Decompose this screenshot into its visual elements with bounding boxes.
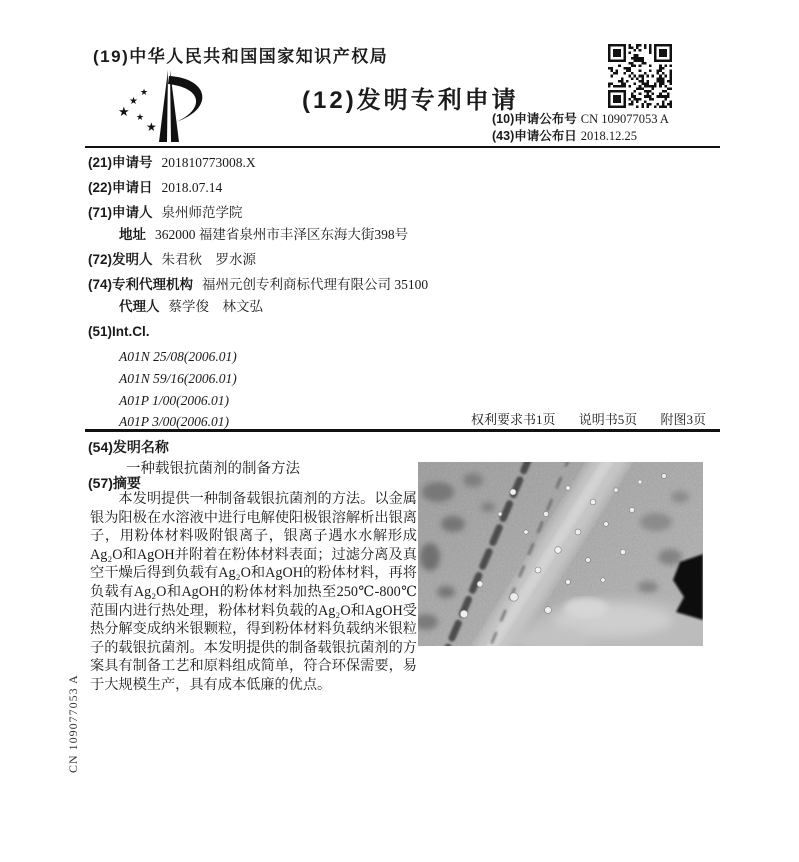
sem-micrograph-graphic — [418, 462, 703, 646]
cnipa-logo — [112, 68, 230, 146]
header-divider — [85, 146, 720, 148]
abstract-text: 本发明提供一种制备载银抗菌剂的方法。以金属银为阳极在水溶液中进行电解使阳极银溶解析出银离子，用粉体材料吸附银离子，银离子遇水水解形成Ag₂O和AgOH并附着在粉体材料表面；过滤分离及真空干燥后得到负载有Ag₂O和AgOH的粉体材料，再将负载有Ag₂O和AgOH的粉体材料加热至250℃-800℃范围内进行热处理，粉体材料负载的Ag₂O和AgOH受热分解变成纳米银颗粒，得到粉体材料负载纳米银粒子的载银抗菌剂。本发明提供的制备载银抗菌剂的方案具有制备工艺和原料组成简单，符合环保需要，易于大规模生产，具有成本低廉的优点。 — [90, 491, 417, 693]
star-icon: ★ — [140, 87, 149, 97]
intcl-row — [88, 323, 438, 341]
publication-info — [492, 111, 718, 145]
address-value: 362000 福建省泉州市丰泽区东海大街398号 — [155, 226, 409, 242]
agency-row — [88, 276, 438, 294]
issuing-office: (19)中华人民共和国国家知识产权局 — [93, 47, 389, 66]
star-icon: ★ — [136, 112, 145, 122]
intcl-label: (51)Int.Cl. — [88, 323, 150, 339]
publication-number-value: CN 109077053 A — [580, 112, 669, 126]
figures-pages: 附图3页 — [660, 412, 706, 427]
publication-date-value: 2018.12.25 — [580, 129, 637, 143]
inventors-label: (72)发明人 — [88, 251, 153, 267]
star-icon: ★ — [118, 104, 130, 119]
intcl-entry: A01P 3/00(2006.01) — [119, 414, 229, 430]
applicant-value: 泉州师范学院 — [161, 204, 243, 220]
qr-code-graphic — [608, 44, 672, 108]
applicant-label: (71)申请人 — [88, 204, 153, 220]
applicant-row — [88, 204, 438, 222]
publication-number-line — [492, 111, 718, 128]
publication-date-line — [492, 128, 718, 145]
agent-row — [119, 298, 438, 316]
star-icon: ★ — [129, 96, 138, 107]
intcl-entry: A01N 59/16(2006.01) — [119, 370, 237, 386]
sem-micrograph-figure — [418, 462, 703, 646]
agency-label: (74)专利代理机构 — [88, 276, 194, 292]
inventors-value: 朱君秋 罗水源 — [161, 251, 257, 267]
agent-label: 代理人 — [119, 298, 160, 314]
invention-title: 一种载银抗菌剂的制备方法 — [126, 461, 300, 477]
description-pages: 说明书5页 — [578, 412, 638, 427]
application-date-row — [88, 179, 438, 197]
body-divider — [85, 429, 720, 432]
invention-title-label: (54)发明名称 — [88, 439, 169, 455]
agent-value: 蔡学俊 林文弘 — [168, 298, 263, 314]
application-number-row — [88, 154, 438, 172]
application-number-value: 201810773008.X — [161, 155, 256, 170]
agency-value: 福州元创专利商标代理有限公司 35100 — [202, 276, 429, 292]
publication-number-label: (10)申请公布号 — [492, 112, 577, 126]
qr-code — [608, 44, 672, 108]
application-date-label: (22)申请日 — [88, 179, 153, 195]
bibliographic-data — [88, 154, 438, 435]
page-counts — [451, 409, 706, 428]
publication-date-label: (43)申请公布日 — [492, 129, 577, 143]
address-label: 地址 — [119, 226, 146, 242]
abstract-label: (57)摘要 — [88, 475, 141, 491]
address-row — [119, 226, 438, 244]
inventors-row — [88, 251, 438, 269]
application-number-label: (21)申请号 — [88, 155, 153, 170]
star-icon: ★ — [146, 120, 157, 134]
sidebar-document-number: CN 109077053 A — [66, 674, 80, 773]
intcl-entry: A01P 1/00(2006.01) — [119, 392, 229, 408]
cnipa-logo-graphic — [112, 68, 230, 146]
claims-pages: 权利要求书1页 — [470, 412, 556, 427]
document-type-title: (12)发明专利申请 — [302, 87, 519, 114]
intcl-entry: A01N 25/08(2006.01) — [119, 348, 237, 364]
application-date-value: 2018.07.14 — [161, 179, 223, 195]
